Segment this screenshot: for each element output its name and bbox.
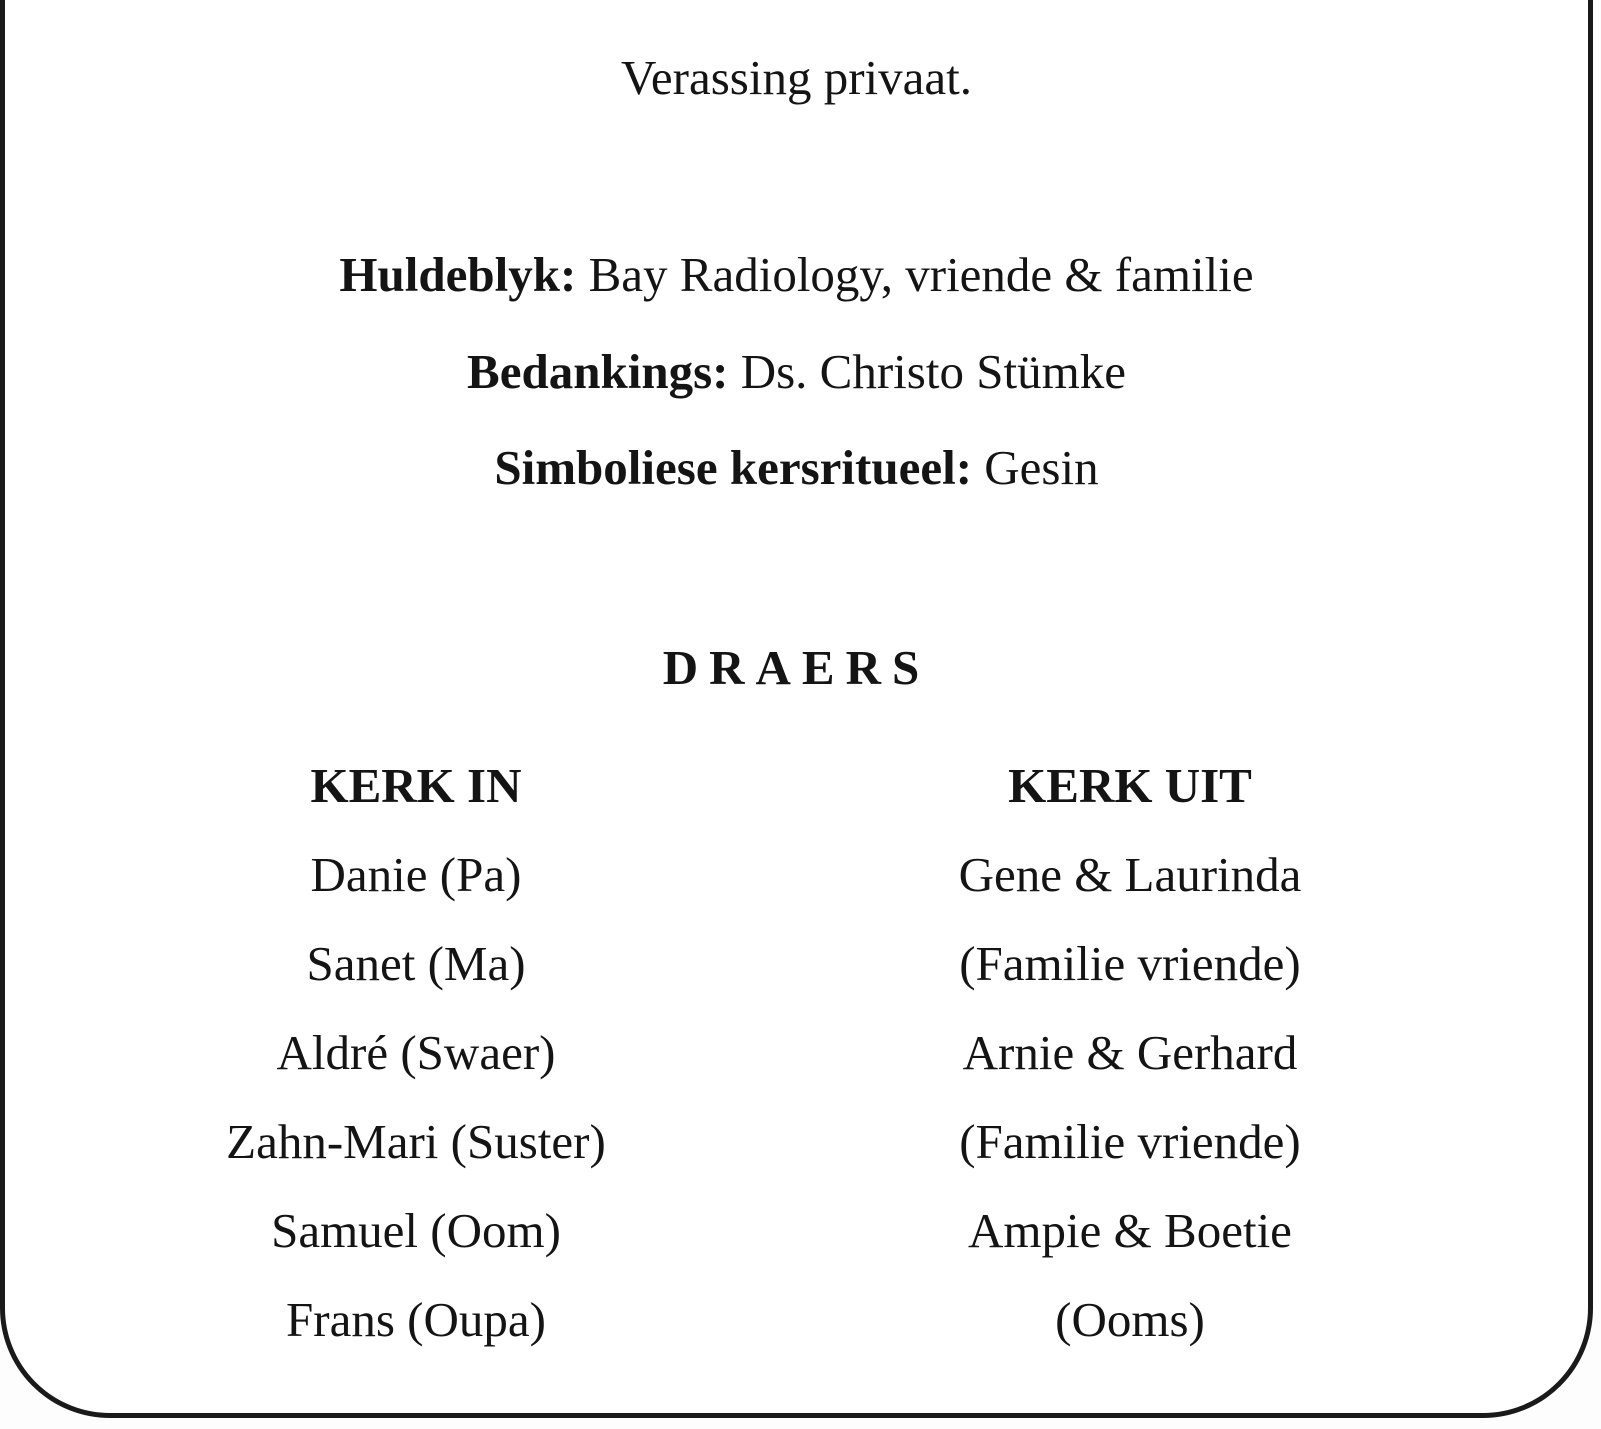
- church-in-name: Frans (Oupa): [286, 1292, 546, 1347]
- thanks-label: Bedankings:: [467, 344, 729, 399]
- candle-ritual-line: [0, 438, 1593, 498]
- church-out-heading: KERK UIT: [1008, 758, 1252, 813]
- church-out-name: (Familie vriende): [959, 1114, 1301, 1169]
- church-out-column: [900, 756, 1360, 1379]
- tribute-line: [0, 245, 1593, 305]
- tribute-label: Huldeblyk:: [339, 247, 577, 302]
- thanks-value: Ds. Christo Stümke: [740, 344, 1126, 399]
- church-in-name: Samuel (Oom): [271, 1203, 561, 1258]
- cremation-note: Verassing privaat.: [620, 50, 973, 105]
- tribute-value: Bay Radiology, vriende & familie: [588, 247, 1254, 302]
- church-out-name: Ampie & Boetie: [968, 1203, 1292, 1258]
- church-out-name: (Familie vriende): [959, 936, 1301, 991]
- church-in-heading: KERK IN: [310, 758, 522, 813]
- church-out-name: Gene & Laurinda: [958, 847, 1302, 902]
- church-in-name: Zahn-Mari (Suster): [226, 1114, 606, 1169]
- church-in-name: Danie (Pa): [310, 847, 522, 902]
- candle-ritual-value: Gesin: [984, 440, 1099, 495]
- bearers-heading: DRAERS: [662, 640, 931, 695]
- church-out-name: (Ooms): [1055, 1292, 1205, 1347]
- candle-ritual-label: Simboliese kersritueel:: [494, 440, 973, 495]
- church-in-name: Aldré (Swaer): [276, 1025, 556, 1080]
- thanks-line: [0, 342, 1593, 402]
- church-in-name: Sanet (Ma): [306, 936, 526, 991]
- church-in-column: [206, 756, 626, 1379]
- church-out-name: Arnie & Gerhard: [962, 1025, 1298, 1080]
